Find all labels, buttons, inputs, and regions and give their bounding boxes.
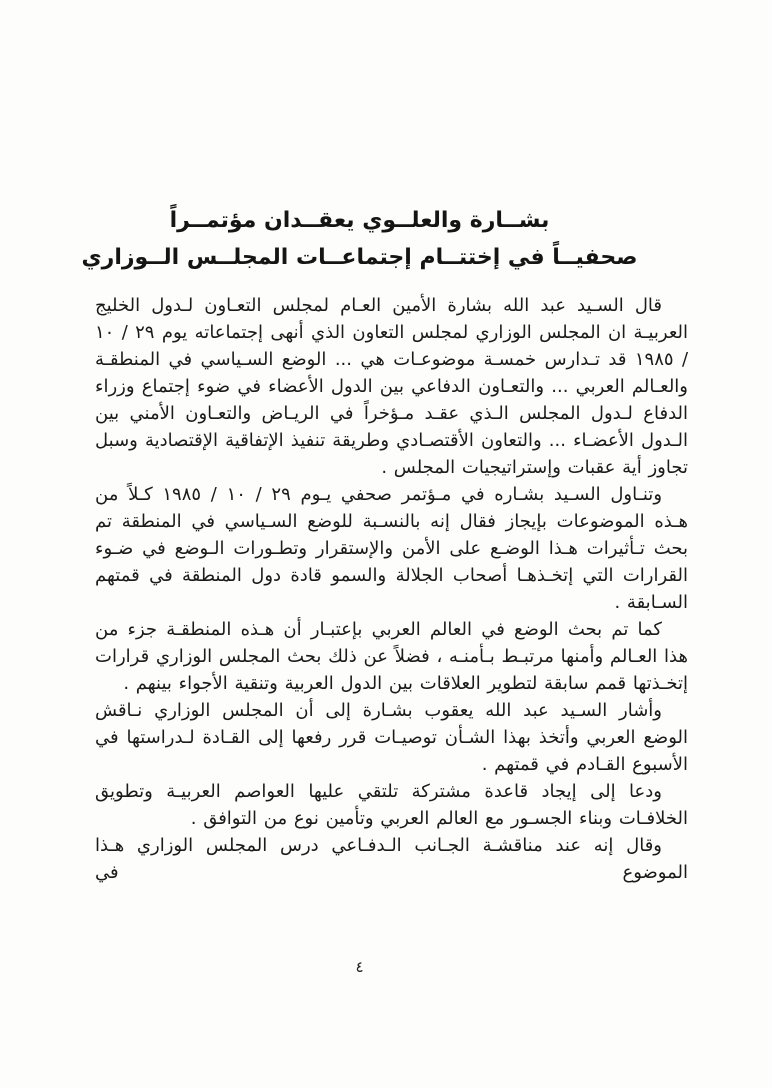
paragraph-2: وتنـاول السـيد بشـاره في مـؤتمر صحفي يـوم ٢٩ / ١٠ / ١٩٨٥ كـلاً من هـذه الموضوعات بإيجاز فقال إنه بالنسـبة للوضع السـياسي في المنطقة تم بحث تـأثيرات هـذا الوضـع على الأمن والإستقرار وتطـورات الـوضع في ضـوء القرارات التي إتخـذهـا أصحاب الجلالة والسمو قادة دول المنطقة في قمتهم السـابقة . <box>95 484 688 613</box>
article-title <box>63 202 656 276</box>
paragraph-6: وقال إنه عند مناقشـة الجـانب الـدفـاعي درس المجلس الوزاري هـذا الموضوع في <box>95 835 688 883</box>
paragraph-4: وأشار السـيد عبد الله يعقوب بشـارة إلى أن المجلس الوزاري نـاقش الوضع العربي وأتخذ بهذا الشـأن توصيـات قرر رفعها إلى القـادة لـدراستها في الأسبوع القـادم في قمتهم . <box>95 700 688 775</box>
page-footer <box>63 958 656 976</box>
article-body <box>95 292 688 886</box>
page-number: ٤ <box>355 958 364 976</box>
paragraph-1: قال السـيد عبد الله بشارة الأمين العـام لمجلس التعـاون لـدول الخليج العربيـة ان المجلس الوزاري لمجلس التعاون الذي أنهى إجتماعاته يوم ٢٩ / ١٠ / ١٩٨٥ قد تـدارس خمسـة موضوعـات هي ... الوضع السـياسي في المنطقـة والعـالم العربي ... والتعـاون الدفاعي بين الدول الأعضاء في ضوء إجتماع وزراء الدفاع لـدول المجلس الـذي عقـد مـؤخراً في الريـاض والتعـاون الأمني بين الـدول الأعضـاء ... والتعاون الأقتصـادي وطريقة تنفيذ الإتفاقية الإقتصادية وسبل تجاوز أية عقبات وإستراتيجيات المجلس . <box>95 295 689 478</box>
paragraph-3: كما تم بحث الوضع في العالم العربي بإعتبـار أن هـذه المنطقـة جزء من هذا العـالم وأمنها مرتبـط بـأمنـه ، فضلاً عن ذلك بحث المجلس الوزاري قرارات إتخـذتها قمم سابقة لتطوير العلاقات بين الدول العربية وتنقية الأجواء بينهم . <box>95 619 688 694</box>
paragraph-5: ودعا إلى إيجاد قاعدة مشتركة تلتقي عليها العواصم العربيـة وتطويق الخلافـات وبناء الجسـور مع العالم العربي وتأمين نوع من التوافق . <box>95 781 688 829</box>
article-title-line-1: بشــارة والعلــوي يعقــدان مؤتمــراً <box>169 208 550 233</box>
article-title-line-2: صحفيــاً في إختتــام إجتماعــات المجلــس الــوزاري <box>81 245 638 270</box>
